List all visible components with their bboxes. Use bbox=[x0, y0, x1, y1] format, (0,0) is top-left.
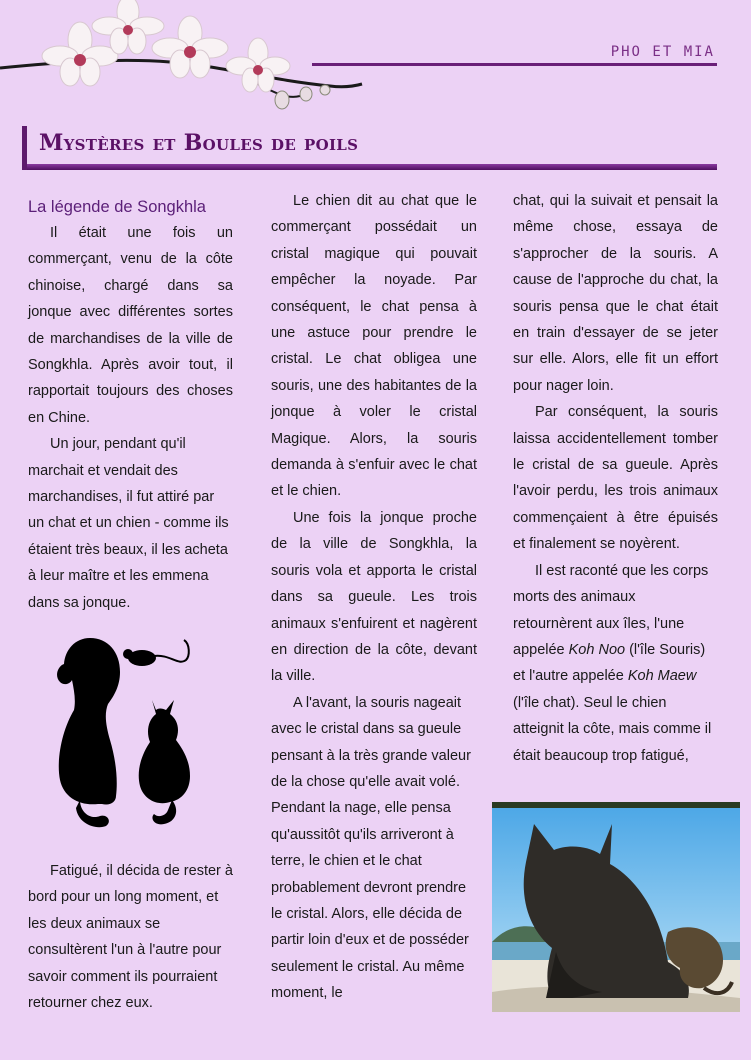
column-3 bbox=[513, 188, 718, 769]
brand-name: PHO ET MIA bbox=[610, 44, 715, 60]
paragraph: Le chien dit au chat que le commerçant possédait un cristal magique qui pouvait empêcher la noyade. Par conséquent, le chat pensa à une astuce pour prendre le cristal. Le chat obligea une souris, une des habitantes de la jonque à voler le cristal Magique. Alors, la souris demanda à s'enfuir avec le chat et le chien. bbox=[271, 193, 477, 500]
island-name: Koh Maew bbox=[627, 668, 697, 685]
header-rule bbox=[312, 63, 717, 66]
column-1 bbox=[28, 194, 233, 616]
paragraph: chat, qui la suivait et pensait la même chose, essaya de s'approcher de la souris. A cause de l'approche du chat, la souris pensa que le chat était en train d'essayer de se jeter sur elle. Alors, elle fit un effort pour nager loin. bbox=[513, 193, 718, 394]
orchid-branch-icon bbox=[0, 0, 370, 118]
column-2 bbox=[271, 188, 477, 1007]
paragraph: Fatigué, il décida de rester à bord pour un long moment, et les deux animaux se consultèrent l'un à l'autre pour savoir comment ils pourraient retourner chez eux. bbox=[28, 863, 233, 1012]
page-title: Mystères et Boules de poils bbox=[39, 130, 359, 156]
paragraph: Un jour, pendant qu'il marchait et vendait des marchandises, il fut attiré par un chat et un chien - comme ils étaient très beaux, il les acheta à leur maître et les emmena dans sa jonque. bbox=[28, 436, 229, 611]
paragraph: Il était une fois un commerçant, venu de la côte chinoise, chargé dans sa jonque avec différentes sortes de marchandises de la ville de Songkhla. Après avoir tout, il rapportait toujours des choses en Chine. bbox=[28, 225, 233, 426]
paragraph: A l'avant, la souris nageait avec le cristal dans sa gueule pensant à la très grande valeur de la chose qu'elle avait volé. Pendant la nage, elle pensa qu'aussitôt qu'ils arriveront à terre, le chien et le chat probablement devront prendre le cristal. Alors, elle décida de partir loin d'eux et de posséder seulement le cristal. Au même moment, le bbox=[271, 694, 471, 1002]
island-name: Koh Noo bbox=[568, 641, 626, 658]
title-underline bbox=[27, 164, 717, 170]
text-run: (l'île chat). Seul le chien atteignit la côte, mais comme il était beaucoup trop fatigué, bbox=[513, 694, 712, 764]
title-bar bbox=[22, 126, 717, 170]
text-run: (l'île Souris) et l'autre appelée bbox=[513, 641, 706, 685]
paragraph: Une fois la jonque proche de la ville de Songkhla, la souris vola et apporta le cristal dans sa gueule. Les trois animaux s'enfuirent et nagèrent en direction de la côte, devant la ville. bbox=[271, 509, 477, 685]
section-heading: La légende de Songkhla bbox=[28, 198, 206, 216]
column-1-bottom bbox=[28, 858, 233, 1016]
dog-cat-mouse-silhouette-icon bbox=[50, 630, 200, 830]
paragraph: Par conséquent, la souris laissa accidentellement tomber le cristal de sa gueule. Après l'avoir perdu, les trois animaux commençaient à être épuisés et finalement se noyèrent. bbox=[513, 404, 718, 553]
paragraph bbox=[513, 558, 718, 769]
cat-statue-photo bbox=[492, 802, 740, 1012]
text-run: Il est raconté que les corps morts des animaux retournèrent aux îles, l'une appelée bbox=[513, 562, 709, 658]
